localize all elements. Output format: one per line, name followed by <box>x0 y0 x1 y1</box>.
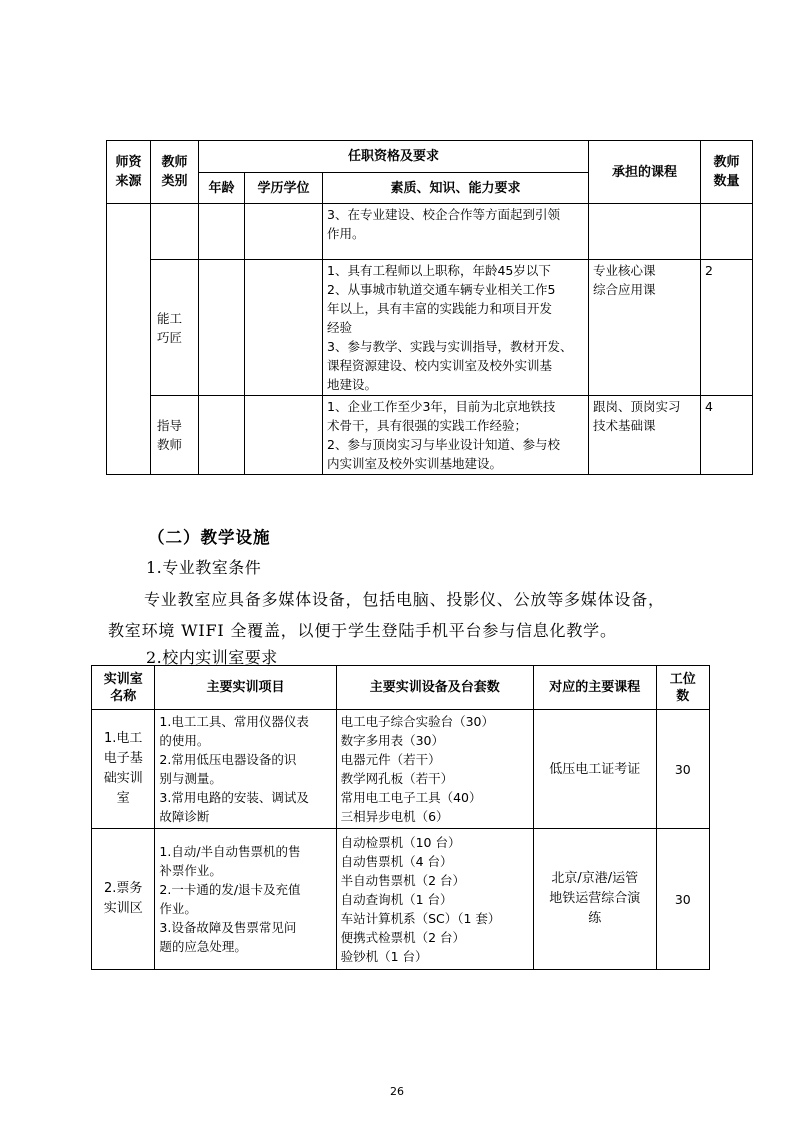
page-number: 26 <box>390 1085 404 1098</box>
table-row <box>107 260 753 396</box>
lab-equipment-cell: 电工电子综合实验台（30） 数字多用表（30） 电器元件（若干） 教学网孔板（若干） 常用电工电子工具（40） 三相异步电机（6） <box>336 710 533 829</box>
staff-table <box>106 140 753 475</box>
lab-name-cell: 2.票务 实训区 <box>92 829 155 970</box>
count-cell <box>701 204 753 260</box>
header-lab-name: 实训室 名称 <box>92 666 155 710</box>
header-courses: 承担的课程 <box>589 141 701 204</box>
quality-cell: 3、在专业建设、校企合作等方面起到引领 作用。 <box>323 204 589 260</box>
subheading-labs: 2.校内实训室要求 <box>146 648 278 667</box>
header-lab-stations: 工位 数 <box>656 666 709 710</box>
age-cell <box>199 204 245 260</box>
category-cell: 能工 巧匠 <box>151 260 199 396</box>
section-heading: （二）教学设施 <box>148 528 271 547</box>
lab-stations-cell: 30 <box>656 829 709 970</box>
table-row <box>92 710 710 829</box>
education-cell <box>245 396 323 475</box>
category-cell <box>151 204 199 260</box>
header-quality: 素质、知识、能力要求 <box>323 173 589 204</box>
header-requirements: 任职资格及要求 <box>199 141 589 173</box>
header-lab-course: 对应的主要课程 <box>533 666 656 710</box>
header-count: 教师 数量 <box>701 141 753 204</box>
header-education: 学历学位 <box>245 173 323 204</box>
education-cell <box>245 260 323 396</box>
courses-cell <box>589 204 701 260</box>
source-cell <box>107 204 151 475</box>
courses-cell: 专业核心课 综合应用课 <box>589 260 701 396</box>
table-row <box>107 396 753 475</box>
lab-items-cell: 1.电工工具、常用仪器仪表 的使用。 2.常用低压电器设备的识 别与测量。 3.常用电路的安装、调试及 故障诊断 <box>155 710 336 829</box>
paragraph-line: 教室环境 WIFI 全覆盖，以便于学生登陆手机平台参与信息化教学。 <box>108 621 617 640</box>
lab-course-cell: 低压电工证考证 <box>533 710 656 829</box>
paragraph-line: 专业教室应具备多媒体设备，包括电脑、投影仪、公放等多媒体设备， <box>144 590 665 609</box>
category-cell: 指导 教师 <box>151 396 199 475</box>
courses-cell: 跟岗、顶岗实习 技术基础课 <box>589 396 701 475</box>
education-cell <box>245 204 323 260</box>
table-row <box>92 829 710 970</box>
quality-cell: 1、具有工程师以上职称，年龄45岁以下 2、从事城市轨道交通车辆专业相关工作5 年以上，具有丰富的实践能力和项目开发 经验 3、参与教学、实践与实训指导，教材开发、 课程资源建设、校内实训室及校外实训基 地建设。 <box>323 260 589 396</box>
lab-table <box>91 665 710 970</box>
lab-stations-cell: 30 <box>656 710 709 829</box>
header-category: 教师 类别 <box>151 141 199 204</box>
subheading-classroom: 1.专业教室条件 <box>146 558 262 577</box>
count-cell: 4 <box>701 396 753 475</box>
header-lab-items: 主要实训项目 <box>155 666 336 710</box>
header-age: 年龄 <box>199 173 245 204</box>
age-cell <box>199 260 245 396</box>
table-row <box>107 204 753 260</box>
header-source: 师资 来源 <box>107 141 151 204</box>
lab-equipment-cell: 自动检票机（10 台） 自动售票机（4 台） 半自动售票机（2 台） 自动查询机（1 台） 车站计算机系（SC）（1 套） 便携式检票机（2 台） 验钞机（1 台） <box>336 829 533 970</box>
age-cell <box>199 396 245 475</box>
header-lab-equipment: 主要实训设备及台套数 <box>336 666 533 710</box>
lab-course-cell: 北京/京港/运管 地铁运营综合演 练 <box>533 829 656 970</box>
lab-items-cell: 1.自动/半自动售票机的售 补票作业。 2.一卡通的发/退卡及充值 作业。 3.设备故障及售票常见问 题的应急处理。 <box>155 829 336 970</box>
count-cell: 2 <box>701 260 753 396</box>
quality-cell: 1、企业工作至少3年，目前为北京地铁技 术骨干，具有很强的实践工作经验； 2、参与顶岗实习与毕业设计知道、参与校 内实训室及校外实训基地建设。 <box>323 396 589 475</box>
lab-name-cell: 1.电工 电子基 础实训 室 <box>92 710 155 829</box>
